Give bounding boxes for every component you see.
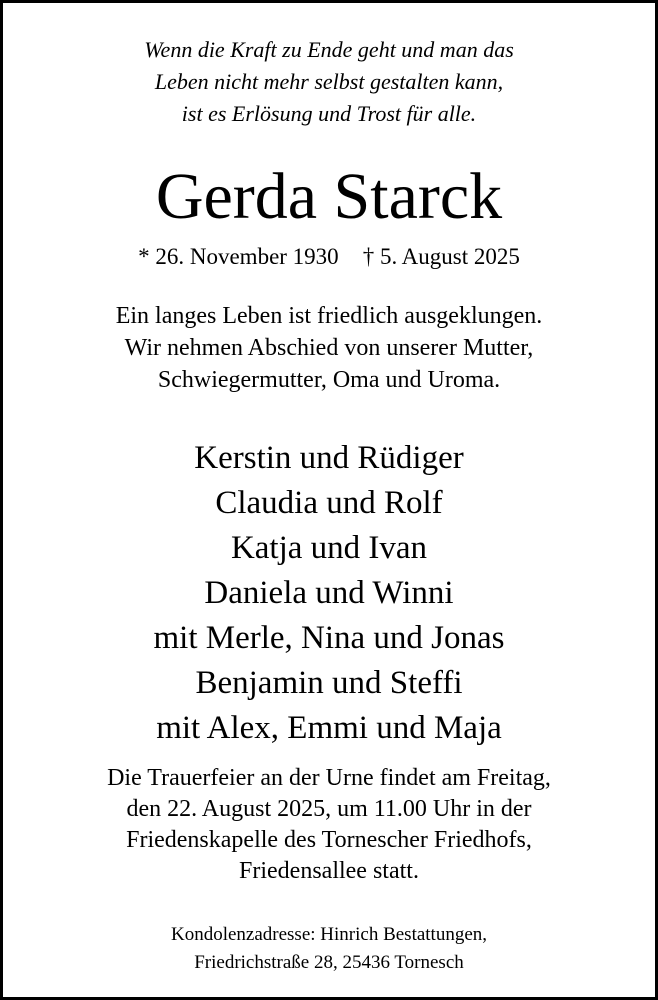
address-line: Friedrichstraße 28, 25436 Tornesch: [194, 952, 464, 973]
service-line: den 22. August 2025, um 11.00 Uhr in der: [126, 796, 532, 822]
family-member-line: Katja und Ivan: [230, 530, 428, 566]
life-dates: [3, 239, 655, 275]
family-member-line: mit Merle, Nina und Jonas: [153, 620, 505, 656]
farewell-line: Schwiegermutter, Oma und Uroma.: [157, 367, 501, 393]
deceased-name: Gerda Starck: [155, 160, 503, 233]
condolence-address: [3, 921, 655, 977]
family-member-line: Daniela und Winni: [204, 575, 454, 611]
funeral-service-info: [3, 763, 655, 887]
service-line: Friedenskapelle des Tornescher Friedhofs,: [126, 827, 532, 853]
birth-date: * 26. November 1930: [138, 244, 339, 269]
motto-line: Leben nicht mehr selbst gestalten kann,: [154, 69, 504, 94]
farewell-text: [3, 300, 655, 396]
family-member-line: Benjamin und Steffi: [195, 665, 463, 701]
family-member-line: Claudia und Rolf: [215, 485, 443, 521]
family-member-line: Kerstin und Rüdiger: [194, 440, 464, 476]
service-line: Friedensallee statt.: [239, 858, 419, 884]
family-member-line: mit Alex, Emmi und Maja: [156, 710, 502, 746]
farewell-line: Ein langes Leben ist friedlich ausgeklungen.: [115, 303, 543, 329]
motto-line: Wenn die Kraft zu Ende geht und man das: [144, 37, 514, 62]
address-line: Kondolenzadresse: Hinrich Bestattungen,: [170, 924, 488, 945]
death-date: † 5. August 2025: [362, 244, 520, 269]
family-list: [3, 436, 655, 751]
motto-verse: [3, 34, 655, 130]
service-line: Die Trauerfeier an der Urne findet am Freitag,: [107, 765, 551, 791]
farewell-line: Wir nehmen Abschied von unserer Mutter,: [124, 335, 534, 361]
motto-line: ist es Erlösung und Trost für alle.: [181, 101, 477, 126]
